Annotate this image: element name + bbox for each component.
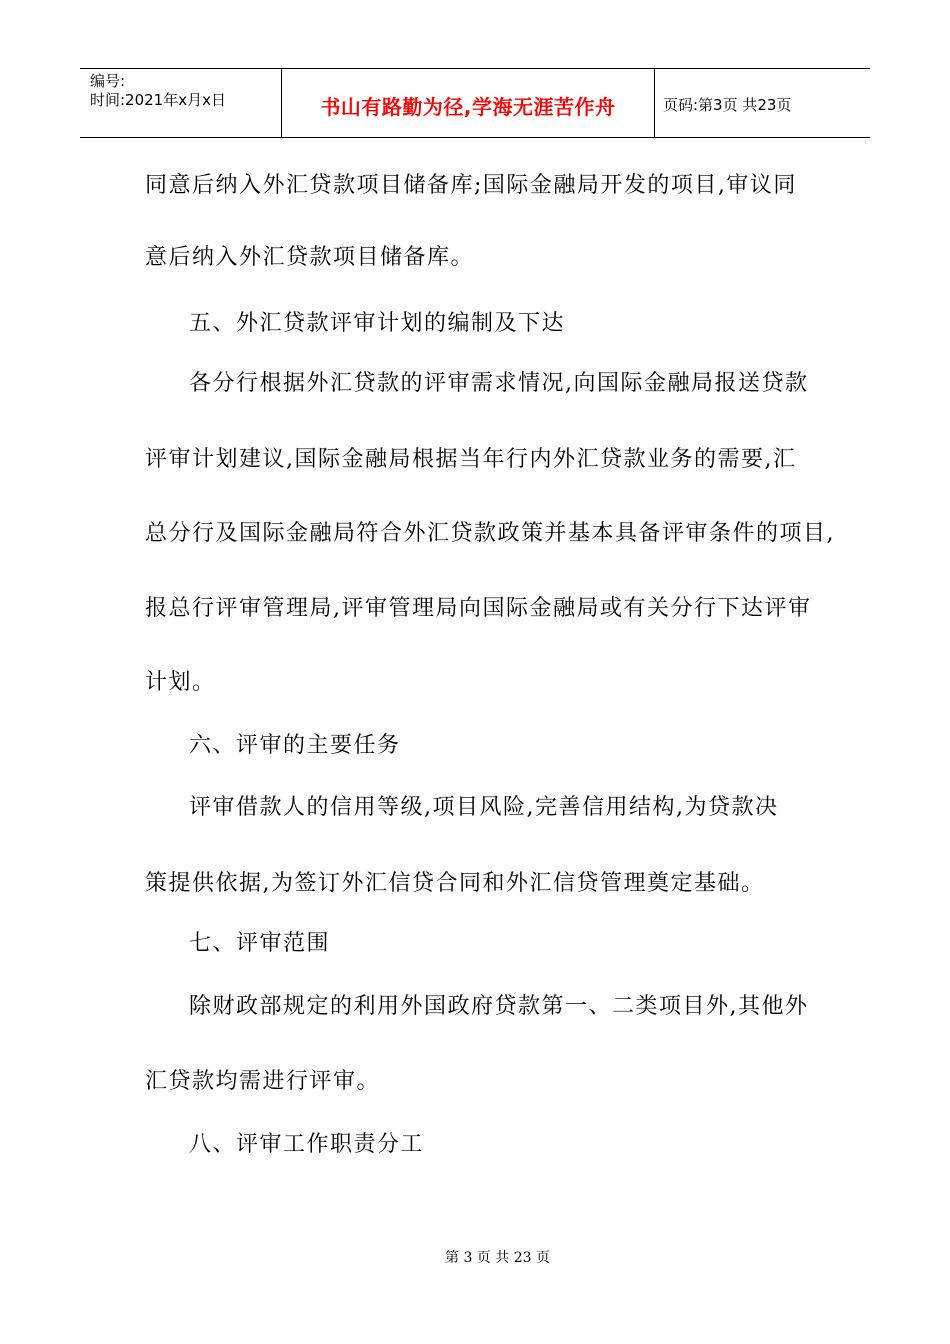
document-time-label: 时间:2021年x月x日	[90, 91, 226, 109]
body-line: 汇贷款均需进行评审。	[145, 1069, 381, 1094]
body-line: 计划。	[145, 670, 216, 695]
body-line: 策提供依据,为签订外汇信贷合同和外汇信贷管理奠定基础。	[145, 871, 765, 896]
header-motto-cell	[282, 69, 655, 137]
footer-page-number: 第 3 页 共 23 页	[445, 1250, 550, 1266]
body-line: 除财政部规定的利用外国政府贷款第一、二类项目外,其他外	[189, 994, 809, 1019]
body-line: 报总行评审管理局,评审管理局向国际金融局或有关分行下达评审	[145, 596, 812, 621]
page-footer	[0, 1247, 950, 1267]
body-line: 各分行根据外汇贷款的评审需求情况,向国际金融局报送贷款	[189, 371, 809, 396]
document-number-label: 编号:	[90, 72, 126, 90]
body-line: 意后纳入外汇贷款项目储备库。	[145, 245, 475, 270]
header-page-code-cell	[655, 69, 870, 137]
body-line: 同意后纳入外汇贷款项目储备库;国际金融局开发的项目,审议同	[145, 173, 797, 198]
section-heading-6: 六、评审的主要任务	[189, 733, 401, 758]
section-heading-7: 七、评审范围	[189, 931, 331, 956]
body-line: 评审借款人的信用等级,项目风险,完善信用结构,为贷款决	[189, 795, 779, 820]
section-heading-8: 八、评审工作职责分工	[189, 1132, 425, 1157]
page-header	[80, 68, 870, 138]
header-motto: 书山有路勤为径,学海无涯苦作舟	[320, 94, 616, 119]
body-line: 评审计划建议,国际金融局根据当年行内外汇贷款业务的需要,汇	[145, 447, 797, 472]
header-meta	[80, 69, 282, 137]
body-line: 总分行及国际金融局符合外汇贷款政策并基本具备评审条件的项目,	[145, 521, 835, 546]
section-heading-5: 五、外汇贷款评审计划的编制及下达	[189, 311, 566, 336]
header-page-code: 页码:第3页 共23页	[663, 95, 792, 114]
